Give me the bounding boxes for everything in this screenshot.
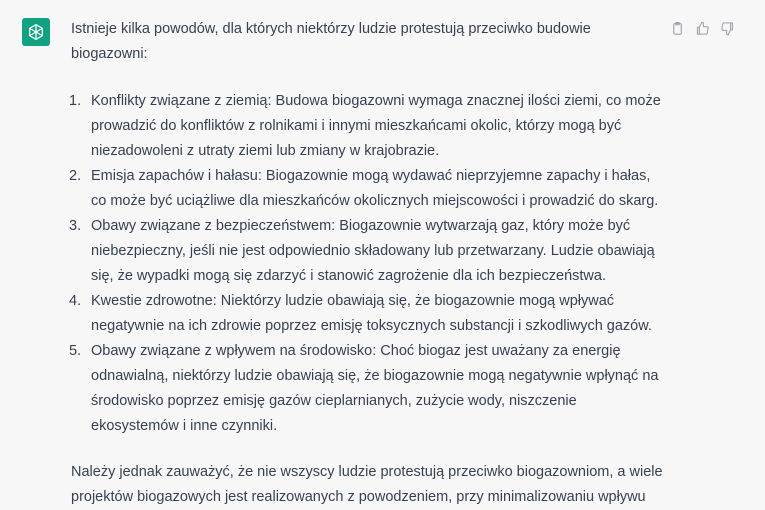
list-item-number: 1. [69, 93, 82, 109]
thumbs-up-icon [695, 21, 710, 36]
list-item-number: 2. [69, 168, 82, 184]
list-item [71, 164, 663, 214]
message-actions [669, 20, 735, 36]
openai-logo-icon [26, 22, 46, 42]
message-intro: Istnieje kilka powodów, dla których niektórzy ludzie protestują przeciwko budowie biogazowni: [71, 21, 591, 62]
list-item [71, 339, 663, 439]
list-item-text: Obawy związane z wpływem na środowisko: Choć biogaz jest uważany za energię odnawialną, niektórzy ludzie obawiają się, że biogazownie mogą negatywnie wpłynąć na środowisko poprzez emisję gazów cieplarnianych, zużycie wody, niszczenie ekosystemów i inne czynniki. [91, 343, 659, 434]
list-item-text: Emisja zapachów i hałasu: Biogazownie mogą wydawać nieprzyjemne zapachy i hałas, co może być uciążliwe dla mieszkańców okolicznych miejscowości i prowadzić do skarg. [91, 168, 659, 209]
thumbs-down-button[interactable] [719, 20, 735, 36]
thumbs-up-button[interactable] [694, 20, 710, 36]
list-item-text: Konflikty związane z ziemią: Budowa biogazowni wymaga znacznej ilości ziemi, co może prowadzić do konfliktów z rolnikami i innymi mieszkańcami okolic, którzy mogą być niezadowoleni z utraty ziemi lub zmiany w krajobrazie. [91, 93, 661, 159]
thumbs-down-icon [720, 21, 735, 36]
reasons-list [71, 89, 663, 439]
list-item-number: 5. [69, 343, 82, 359]
list-item-number: 3. [69, 218, 82, 234]
list-item [71, 289, 663, 339]
list-item-text: Kwestie zdrowotne: Niektórzy ludzie obawiają się, że biogazownie mogą wpływać negatywnie na ich zdrowie poprzez emisję toksycznych substancji i szkodliwych gazów. [91, 293, 652, 334]
copy-button[interactable] [669, 20, 685, 36]
clipboard-icon [670, 21, 685, 36]
avatar [22, 18, 50, 46]
list-item [71, 214, 663, 289]
list-item-number: 4. [69, 293, 82, 309]
list-item-text: Obawy związane z bezpieczeństwem: Biogazownie wytwarzają gaz, który może być niebezpieczny, jeśli nie jest odpowiednio składowany lub przetwarzany. Ludzie obawiają się, że wypadki mogą się zdarzyć i stanowić zagrożenie dla ich bezpieczeństwa. [91, 218, 655, 284]
list-item [71, 89, 663, 164]
message-content [71, 17, 663, 510]
message-outro: Należy jednak zauważyć, że nie wszyscy ludzie protestują przeciwko biogazowniom, a wiele projektów biogazowych jest realizowanych z powodzeniem, przy minimalizowaniu wpływu [71, 464, 663, 505]
